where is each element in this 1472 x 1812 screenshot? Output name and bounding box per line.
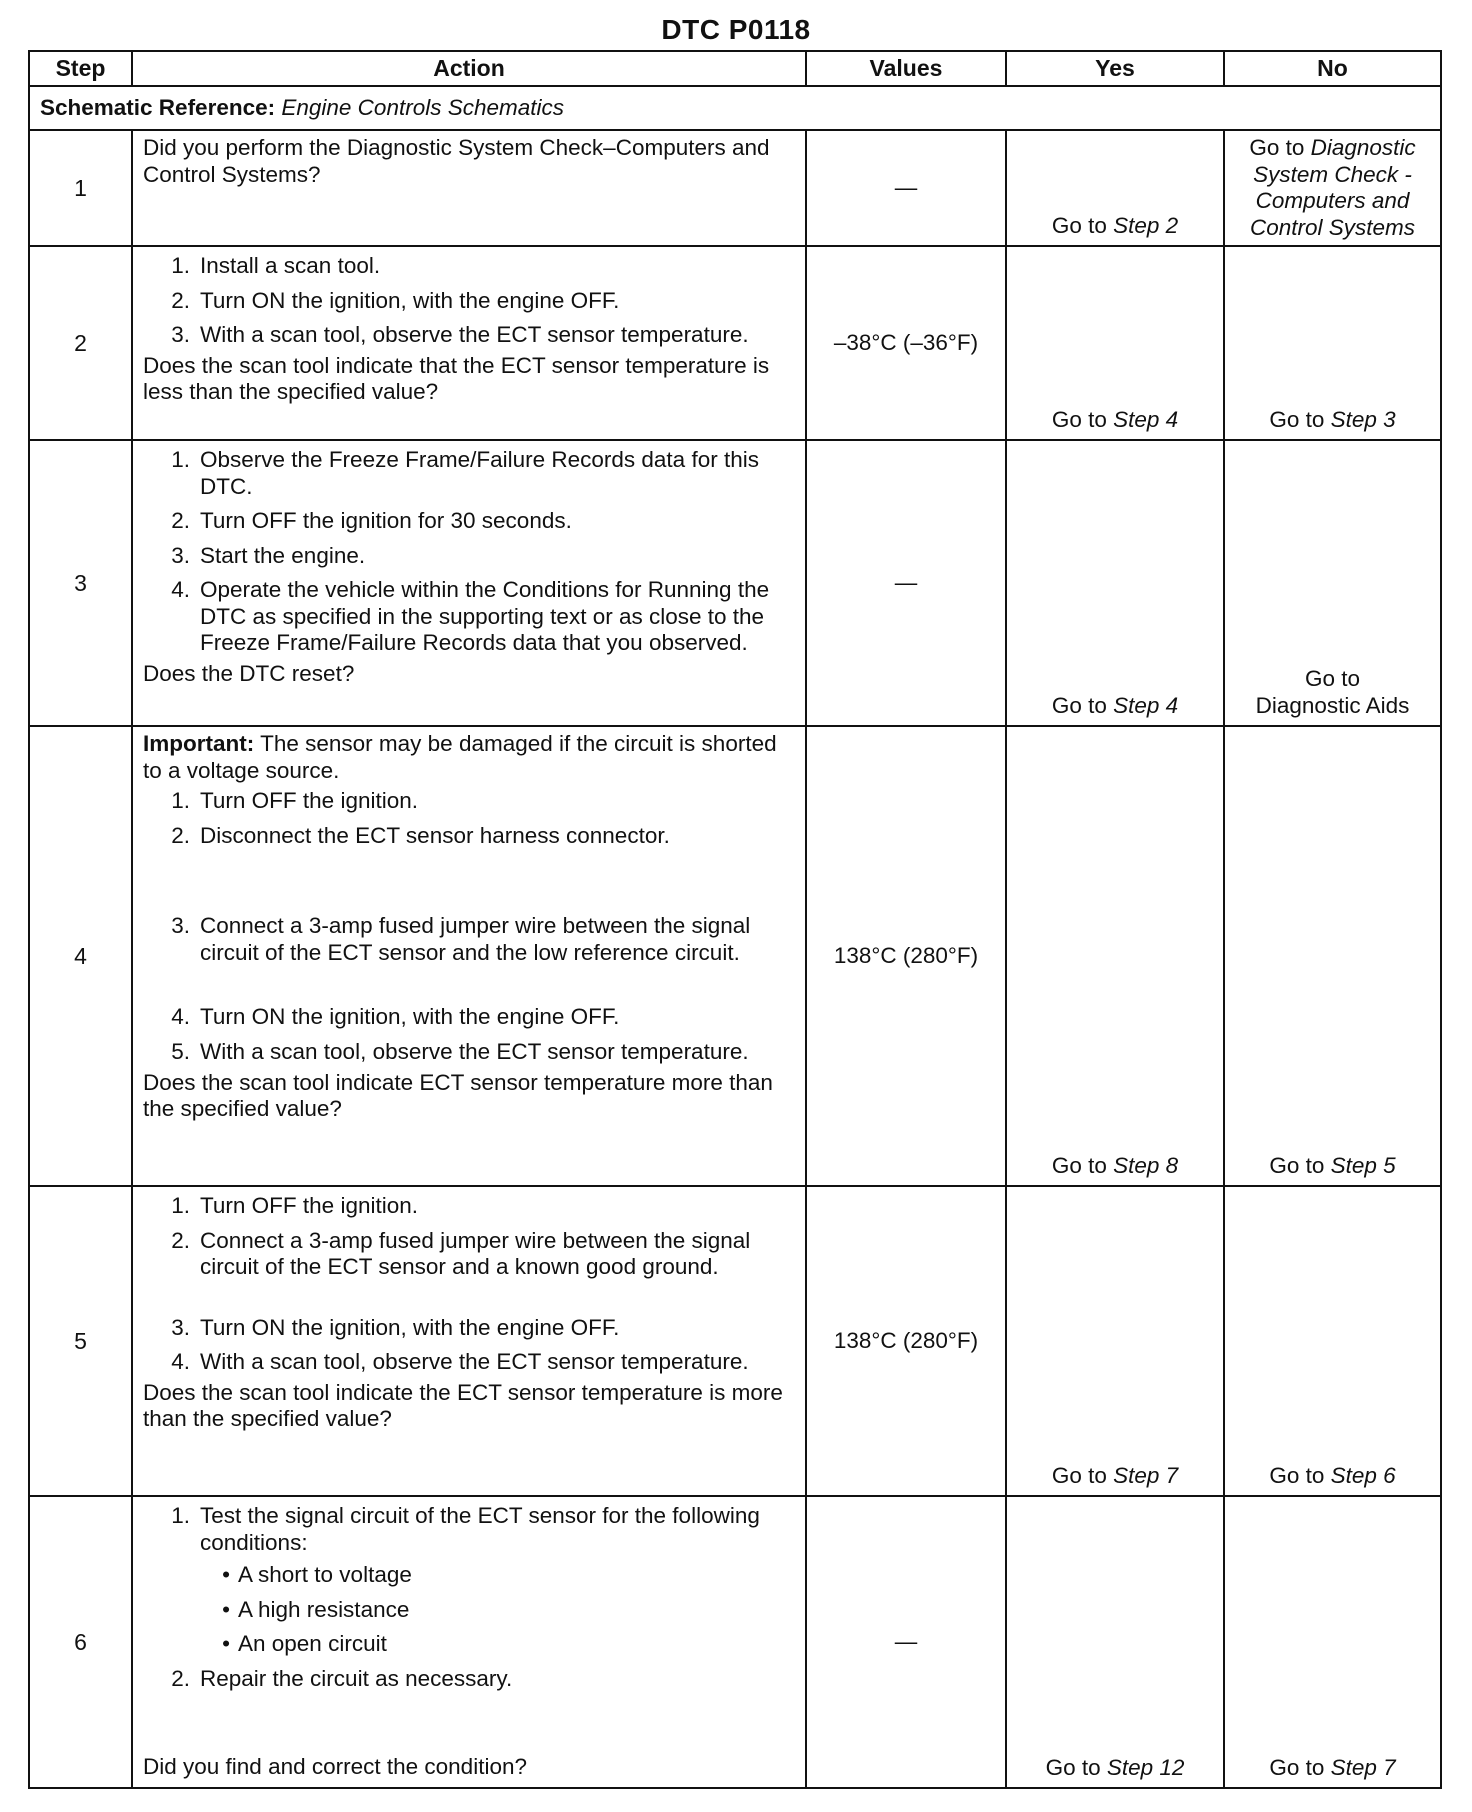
list-item: 2. Repair the circuit as necessary.	[171, 1665, 513, 1691]
no-result[interactable]: Go to Diagnostic Aids	[1224, 440, 1441, 726]
yes-target[interactable]: Step 2	[1113, 212, 1179, 238]
yes-prefix: Go to	[1051, 1152, 1107, 1178]
action-question: Did you find and correct the condition?	[143, 1754, 527, 1780]
schematic-reference-label: Schematic Reference:	[40, 94, 276, 120]
list-item: 3. With a scan tool, observe the ECT sensor temperature.	[171, 322, 749, 348]
list-item: 1. Observe the Freeze Frame/Failure Records data for this DTC.	[171, 447, 759, 499]
list-item: 4. With a scan tool, observe the ECT sensor temperature.	[171, 1349, 749, 1375]
step-value: —	[806, 440, 1006, 726]
yes-result[interactable]	[1006, 1186, 1224, 1496]
yes-target[interactable]: Step 12	[1106, 1754, 1185, 1780]
step-number: 2	[29, 246, 132, 440]
table-row	[29, 130, 1441, 246]
list-item: 1. Turn OFF the ignition.	[171, 788, 419, 814]
step-action	[132, 726, 806, 1186]
yes-target[interactable]: Step 4	[1113, 406, 1179, 432]
bullet-item: • An open circuit	[222, 1631, 387, 1657]
yes-target[interactable]: Step 4	[1113, 692, 1179, 718]
step-value: 138°C (280°F)	[806, 1186, 1006, 1496]
list-item: 3. Start the engine.	[171, 542, 366, 568]
important-label: Important:	[143, 731, 255, 757]
yes-prefix: Go to	[1051, 406, 1107, 432]
action-question: Did you perform the Diagnostic System Check–Computers and Control Systems?	[143, 135, 770, 187]
no-prefix: Go to	[1249, 135, 1305, 160]
yes-result[interactable]	[1006, 1496, 1224, 1788]
header-step: Step	[29, 51, 132, 86]
no-target[interactable]: Step 3	[1330, 406, 1396, 432]
step-number: 3	[29, 440, 132, 726]
table-row	[29, 246, 1441, 440]
list-item: 5. With a scan tool, observe the ECT sensor temperature.	[171, 1039, 749, 1065]
action-steps	[143, 788, 797, 1065]
list-item: 4. Turn ON the ignition, with the engine OFF.	[171, 1004, 620, 1030]
no-prefix: Go to	[1269, 1754, 1325, 1780]
list-item: 2. Turn OFF the ignition for 30 seconds.	[171, 508, 572, 534]
header-action: Action	[132, 51, 806, 86]
no-result[interactable]	[1224, 246, 1441, 440]
list-item: 1. Turn OFF the ignition.	[171, 1193, 419, 1219]
step-number: 6	[29, 1496, 132, 1788]
bullet-item: • A high resistance	[222, 1596, 410, 1622]
step-number: 4	[29, 726, 132, 1186]
action-steps	[143, 253, 797, 349]
no-target[interactable]: Diagnostic System Check - Computers and Control Systems	[1249, 135, 1416, 240]
action-steps	[143, 1193, 797, 1376]
list-item: 2. Connect a 3-amp fused jumper wire between the signal circuit of the ECT sensor and a known good ground.	[171, 1227, 751, 1280]
table-row	[29, 1186, 1441, 1496]
yes-prefix: Go to	[1051, 692, 1107, 718]
action-question: Does the scan tool indicate the ECT sensor temperature is more than the specified value?	[143, 1379, 783, 1432]
action-question: Does the scan tool indicate ECT sensor temperature more than the specified value?	[143, 1069, 773, 1122]
step-value: —	[806, 130, 1006, 246]
page-title: DTC P0118	[661, 14, 811, 45]
no-result[interactable]	[1224, 1186, 1441, 1496]
yes-prefix: Go to	[1045, 1754, 1101, 1780]
action-steps	[143, 1503, 797, 1692]
yes-target[interactable]: Step 8	[1113, 1152, 1179, 1178]
list-item: 2. Turn ON the ignition, with the engine OFF.	[171, 287, 620, 313]
condition-list	[200, 1562, 797, 1658]
bullet-item: • A short to voltage	[222, 1562, 412, 1588]
yes-prefix: Go to	[1051, 212, 1107, 238]
table-row	[29, 1496, 1441, 1788]
list-item: 4. Operate the vehicle within the Conditions for Running the DTC as specified in the supporting text or as close to the Freeze Frame/Failure Records data that you observed.	[171, 577, 770, 656]
header-no: No	[1224, 51, 1441, 86]
step-action	[132, 1496, 806, 1788]
diagnostic-table	[28, 50, 1442, 1789]
no-result[interactable]	[1224, 130, 1441, 246]
important-text: The sensor may be damaged if the circuit is shorted to a voltage source.	[143, 731, 777, 783]
table-row	[29, 726, 1441, 1186]
no-result[interactable]	[1224, 1496, 1441, 1788]
list-item: 3. Connect a 3-amp fused jumper wire between the signal circuit of the ECT sensor and the low reference circuit.	[171, 913, 751, 965]
list-item: 2. Disconnect the ECT sensor harness connector.	[171, 822, 670, 848]
step-action	[132, 130, 806, 246]
header-yes: Yes	[1006, 51, 1224, 86]
no-prefix: Go to	[1269, 406, 1325, 432]
list-item: 3. Turn ON the ignition, with the engine OFF.	[171, 1314, 620, 1340]
step-number: 5	[29, 1186, 132, 1496]
important-note	[143, 731, 797, 784]
list-item: 1. Install a scan tool.	[171, 253, 381, 279]
action-question: Does the DTC reset?	[143, 661, 355, 687]
action-steps	[143, 447, 797, 657]
step-action	[132, 246, 806, 440]
list-item: 1. Test the signal circuit of the ECT sensor for the following conditions: • A short to voltage • A high resistance • An open circuit	[143, 1503, 797, 1658]
no-prefix: Go to	[1269, 1462, 1325, 1488]
step-value: –38°C (–36°F)	[806, 246, 1006, 440]
step-value: 138°C (280°F)	[806, 726, 1006, 1186]
yes-result[interactable]	[1006, 130, 1224, 246]
schematic-reference-row	[29, 86, 1441, 130]
step-action	[132, 1186, 806, 1496]
step-number: 1	[29, 130, 132, 246]
step-action	[132, 440, 806, 726]
yes-target[interactable]: Step 7	[1113, 1462, 1179, 1488]
header-values: Values	[806, 51, 1006, 86]
step-value: —	[806, 1496, 1006, 1788]
yes-result[interactable]	[1006, 440, 1224, 726]
no-target[interactable]: Step 5	[1330, 1152, 1396, 1178]
no-target[interactable]: Step 7	[1330, 1754, 1396, 1780]
schematic-reference	[29, 86, 1441, 130]
schematic-reference-link[interactable]: Engine Controls Schematics	[281, 94, 565, 120]
yes-result[interactable]	[1006, 246, 1224, 440]
no-result[interactable]	[1224, 726, 1441, 1186]
yes-result[interactable]	[1006, 726, 1224, 1186]
table-header-row	[29, 51, 1441, 86]
no-target[interactable]: Step 6	[1330, 1462, 1396, 1488]
table-row	[29, 440, 1441, 726]
no-prefix: Go to	[1269, 1152, 1325, 1178]
action-question: Does the scan tool indicate that the ECT sensor temperature is less than the specified value?	[143, 352, 770, 405]
yes-prefix: Go to	[1051, 1462, 1107, 1488]
